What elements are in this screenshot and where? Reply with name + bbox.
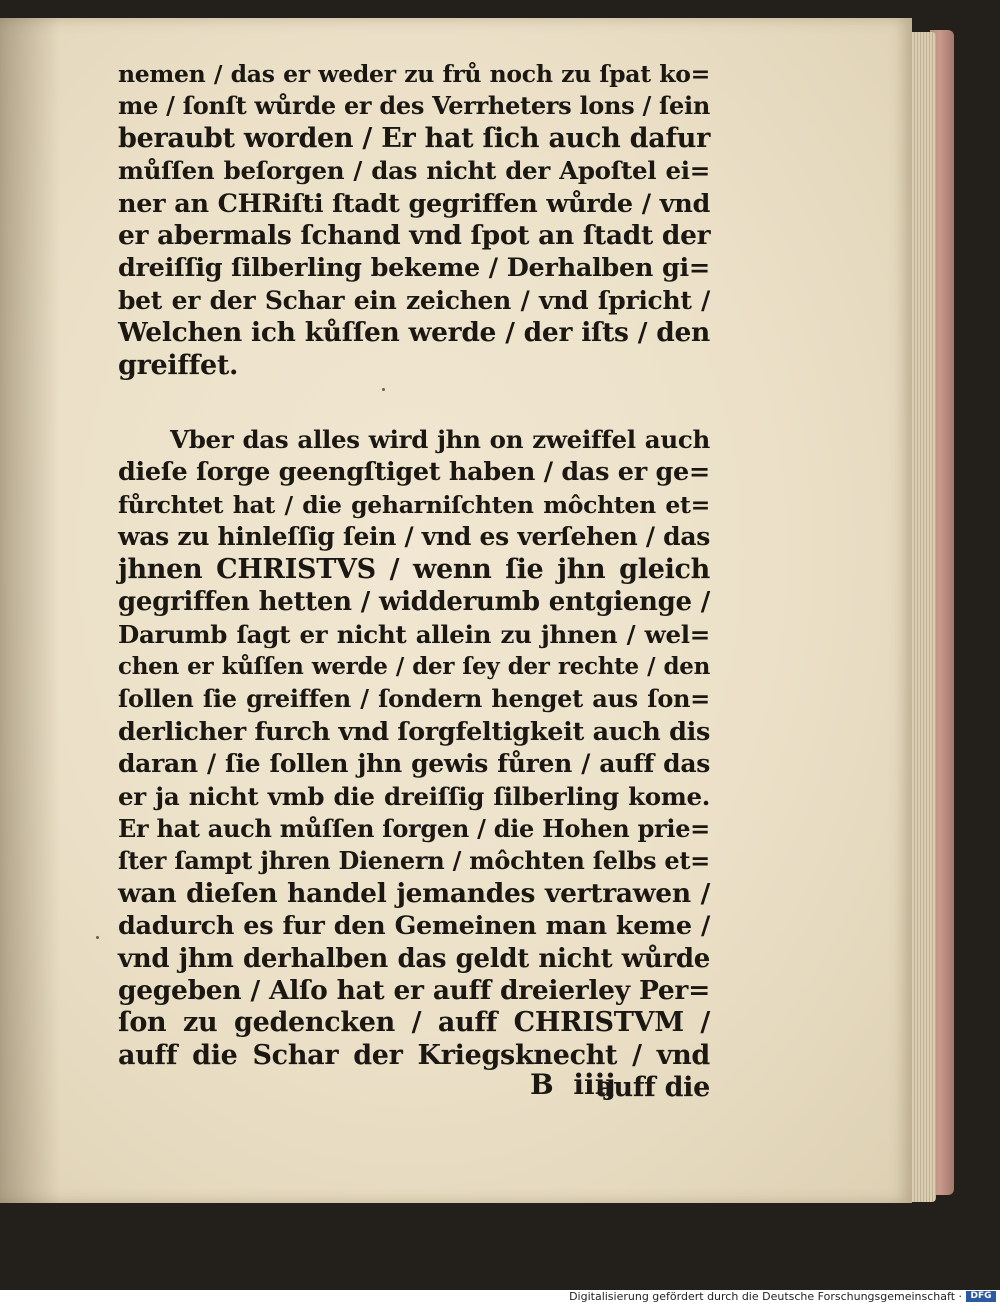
- text-line: fůrchtet hat / die geharniſchten môchten et=: [118, 490, 710, 519]
- text-column: [118, 58, 710, 1105]
- funding-notice: Digitalisierung gefördert durch die Deutsche Forschungsgemeinschaft ·: [569, 1290, 962, 1303]
- catchword: auff die: [596, 1072, 710, 1104]
- paragraph-2: [118, 424, 710, 1105]
- text-line: er ja nicht vmb die dreiſſig ſilberling kome.: [118, 781, 710, 811]
- text-line: was zu hinleſſig ſein / vnd es verſehen / das: [118, 522, 710, 552]
- text-line: dreiſſig ſilberling bekeme / Derhalben gi=: [118, 253, 710, 284]
- text-line: ſon zu gedencken / auff CHRISTVM /: [118, 1007, 710, 1039]
- text-line: Darumb ſagt er nicht allein zu jhnen / wel=: [118, 619, 710, 649]
- gutter-shadow: [0, 18, 60, 1203]
- dfg-logo: DFG: [966, 1291, 996, 1302]
- text-line: greiffet.: [118, 349, 239, 381]
- text-line: bet er der Schar ein zeichen / vnd ſpricht /: [118, 285, 710, 315]
- signature-mark: B iiij: [530, 1068, 616, 1101]
- text-line: Welchen ich kůſſen werde / der iſts / den: [118, 317, 710, 349]
- text-line: ner an CHRiſti ſtadt gegriffen wůrde / vnd: [118, 188, 710, 219]
- text-line: me / ſonſt wůrde er des Verrheters lons / ſein: [118, 91, 710, 121]
- text-line: můſſen beſorgen / das nicht der Apoſtel ei=: [118, 156, 710, 186]
- text-line: auff die Schar der Kriegsknecht / vnd: [118, 1039, 710, 1071]
- text-line: dieſe ſorge geengſtiget haben / das er ge=: [118, 457, 710, 488]
- text-line: ſter ſampt jhren Dienern / môchten ſelbs et=: [118, 846, 710, 876]
- text-line: Er hat auch můſſen ſorgen / die Hohen prie=: [118, 813, 710, 843]
- footer-bar: [0, 1290, 1000, 1303]
- text-line: Vber das alles wird jhn on zweiffel auch: [170, 425, 710, 455]
- text-line: nemen / das er weder zu frů noch zu ſpat ko=: [118, 60, 710, 88]
- paragraph-1: [118, 58, 710, 382]
- text-line: vnd jhm derhalben das geldt nicht wůrde: [118, 943, 710, 974]
- text-line: daran / ſie ſollen jhn gewis fůren / auff das: [118, 749, 710, 779]
- text-line: er abermals ſchand vnd ſpot an ſtadt der: [118, 220, 711, 252]
- text-line: ſollen ſie greiffen / ſondern henget aus ſon=: [118, 684, 710, 714]
- text-line: gegeben / Alſo hat er auff dreierley Per=: [118, 974, 710, 1006]
- ink-speck: [96, 936, 99, 939]
- text-line: dadurch es fur den Gemeinen man keme /: [118, 911, 710, 942]
- text-line: wan dieſen handel jemandes vertrawen /: [118, 877, 710, 909]
- text-line: jhnen CHRISTVS / wenn ſie jhn gleich: [118, 553, 710, 585]
- text-line: derlicher furch vnd ſorgfeltigkeit auch dis: [118, 716, 711, 747]
- text-line: beraubt worden / Er hat ſich auch dafur: [118, 122, 710, 154]
- text-line: gegriffen hetten / widderumb entgienge /: [118, 587, 710, 618]
- text-line: chen er kůſſen werde / der ſey der rechte / den: [118, 652, 710, 680]
